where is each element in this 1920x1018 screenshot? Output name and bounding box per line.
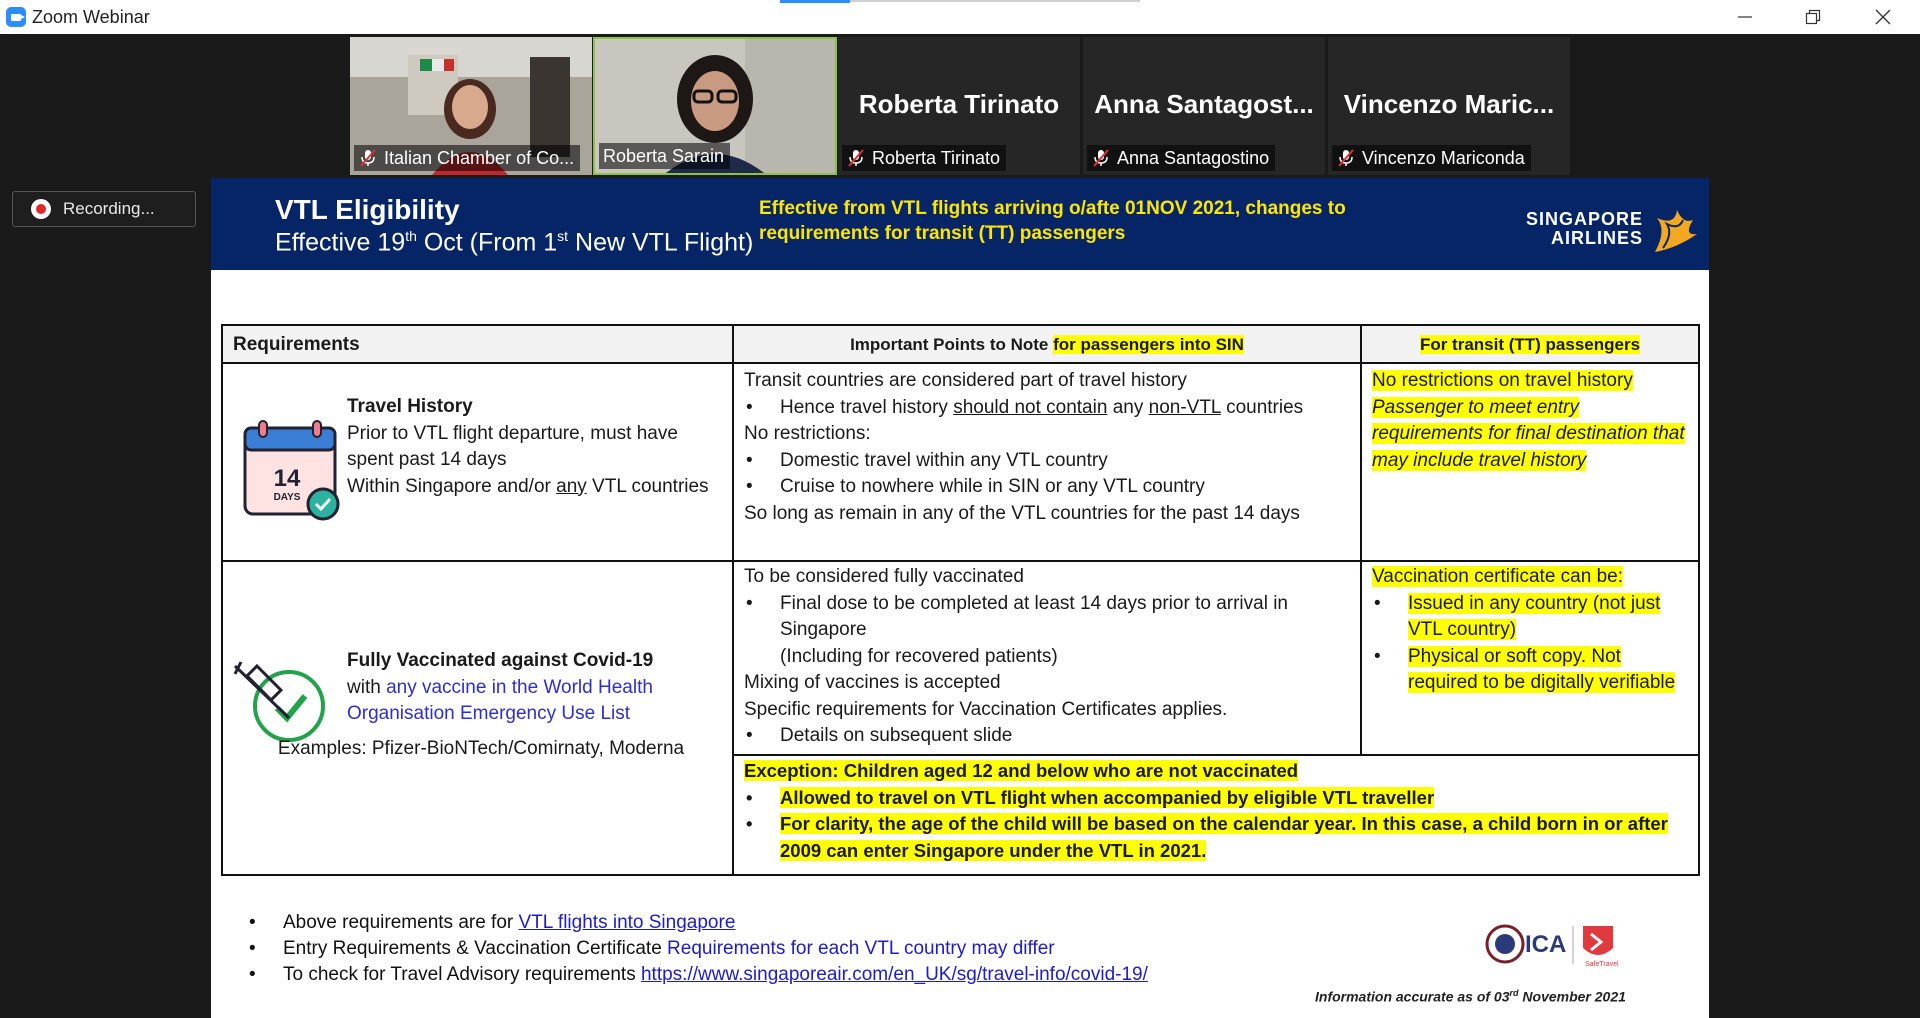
travel-advisory-link[interactable]: https://www.singaporeair.com/en_UK/sg/travel-info/covid-19/	[640, 964, 1148, 985]
vaccination-transit: Vaccination certificate can be: • Issued in any country (not just VTL country) • Physical or soft copy. Not required to be digitally verifiable	[1372, 564, 1692, 697]
muted-mic-icon	[358, 148, 378, 168]
svg-text:DAYS: DAYS	[273, 492, 301, 503]
table-divider	[732, 754, 1698, 756]
travel-history-requirement: Travel History Prior to VTL flight departure, must have spent past 14 days Within Singapore and/or any VTL countries	[347, 394, 727, 500]
participant-tile[interactable]	[350, 37, 592, 175]
vaccination-points: To be considered fully vaccinated • Final dose to be completed at least 14 days prior to arrival in Singapore (Including for recovered patients) Mixing of vaccines is accepted Specific requirements for Vaccination Certificates applies. • Details on subsequent slide	[744, 564, 1354, 750]
kris-bird-icon	[1507, 190, 1707, 260]
travel-history-transit: No restrictions on travel history Passenger to meet entry requirements for final destination that may include travel history	[1372, 370, 1685, 471]
accuracy-note: Information accurate as of 03rd November 2021	[1315, 988, 1626, 1005]
shared-screen-slide	[211, 178, 1709, 1018]
participant-name: Roberta Sarain	[603, 145, 725, 166]
participant-nametag	[842, 145, 1006, 171]
table-divider	[223, 560, 1698, 562]
window-titlebar	[0, 0, 1920, 34]
recording-dot-icon	[31, 199, 51, 219]
participant-nametag	[1332, 145, 1531, 171]
close-button[interactable]	[1848, 0, 1918, 34]
svg-text:ICA: ICA	[1525, 931, 1567, 958]
table-divider	[732, 326, 734, 874]
participant-name: Roberta Tirinato	[872, 147, 1001, 168]
share-indicator-track	[850, 0, 1140, 2]
vaccination-title: Fully Vaccinated against Covid-19	[347, 650, 654, 671]
participant-nametag	[599, 143, 730, 169]
slide-header	[211, 178, 1709, 270]
table-divider	[1360, 326, 1362, 754]
svg-text:SafeTravel: SafeTravel	[1585, 961, 1619, 968]
requirements-table	[221, 324, 1700, 876]
svg-text:14: 14	[273, 465, 301, 492]
slide-notice: Effective from VTL flights arriving o/afte 01NOV 2021, changes to requirements for transit (TT) passengers	[759, 198, 1346, 244]
col-header-transit: For transit (TT) passengers	[1419, 335, 1641, 354]
slide-subtitle: Effective 19th Oct (From 1st New VTL Flight)	[275, 228, 754, 257]
restore-button[interactable]	[1778, 0, 1848, 34]
muted-mic-icon	[1091, 148, 1111, 168]
ica-safetravel-logo	[1483, 918, 1643, 968]
window-title: Zoom Webinar	[32, 6, 150, 27]
share-indicator-tab	[780, 0, 850, 3]
vaccination-requirement: Fully Vaccinated against Covid-19 with any vaccine in the World Health Organisation Emergency Use List	[347, 648, 727, 728]
col-header-important-points: Important Points to Note for passengers into SIN	[850, 335, 1244, 354]
children-exception: Exception: Children aged 12 and below who are not vaccinated • Allowed to travel on VTL flight when accompanied by eligible VTL traveller • For clarity, the age of the child will be based on the calendar year. In this case, a child born in or after 2009 can enter Singapore under the VTL in 2021.	[744, 758, 1692, 864]
participant-tile[interactable]	[838, 37, 1080, 175]
participant-name: Vincenzo Mariconda	[1362, 147, 1525, 168]
minimize-button[interactable]	[1710, 0, 1780, 34]
muted-mic-icon	[1336, 148, 1356, 168]
participant-display-name: Anna Santagost...	[1094, 89, 1314, 119]
vtl-flights-link[interactable]: VTL flights into Singapore	[518, 912, 736, 933]
slide-footnotes: • Above requirements are for VTL flights into Singapore • Entry Requirements & Vaccination Certificate Requirements for each VTL country may differ • To check for Travel Advisory requirements https://www.singaporeair.com/en_UK/sg/travel-info/covid-19/	[247, 910, 1148, 988]
participant-name: Italian Chamber of Co...	[384, 147, 575, 168]
participant-tile-active-speaker[interactable]	[593, 37, 837, 175]
zoom-logo-icon	[6, 7, 26, 27]
vaccine-examples: Examples: Pfizer-BioNTech/Comirnaty, Moderna	[277, 738, 685, 759]
participant-nametag	[354, 145, 580, 171]
travel-history-title: Travel History	[347, 396, 473, 417]
restore-icon	[1805, 9, 1821, 25]
participant-name: Anna Santagostino	[1117, 147, 1270, 168]
travel-history-points: Transit countries are considered part of travel history • Hence travel history should not contain any non-VTL countries No restrictions: • Domestic travel within any VTL country • Cruise to nowhere while in SIN or any VTL country So long as remain in any of the VTL countries for the past 14 days	[744, 368, 1354, 527]
muted-mic-icon	[846, 148, 866, 168]
singapore-airlines-logo: SINGAPORE AIRLINES	[1507, 190, 1707, 260]
slide-title: VTL Eligibility	[275, 194, 460, 225]
participant-display-name: Vincenzo Maric...	[1343, 89, 1555, 119]
recording-indicator[interactable]	[12, 191, 196, 227]
close-icon	[1875, 9, 1891, 25]
participant-display-name: Roberta Tirinato	[858, 89, 1060, 119]
minimize-icon	[1737, 9, 1753, 25]
col-header-requirements: Requirements	[233, 334, 360, 355]
participant-tile[interactable]	[1328, 37, 1570, 175]
participant-tile[interactable]	[1083, 37, 1325, 175]
participant-nametag	[1087, 145, 1275, 171]
calendar-14-days-icon	[241, 420, 343, 524]
who-eul-link[interactable]: any vaccine in the World Health Organisation Emergency Use List	[347, 676, 653, 724]
ica-logo-icon	[1483, 918, 1643, 968]
recording-label: Recording...	[63, 199, 155, 218]
vaccine-syringe-icon	[233, 660, 333, 746]
